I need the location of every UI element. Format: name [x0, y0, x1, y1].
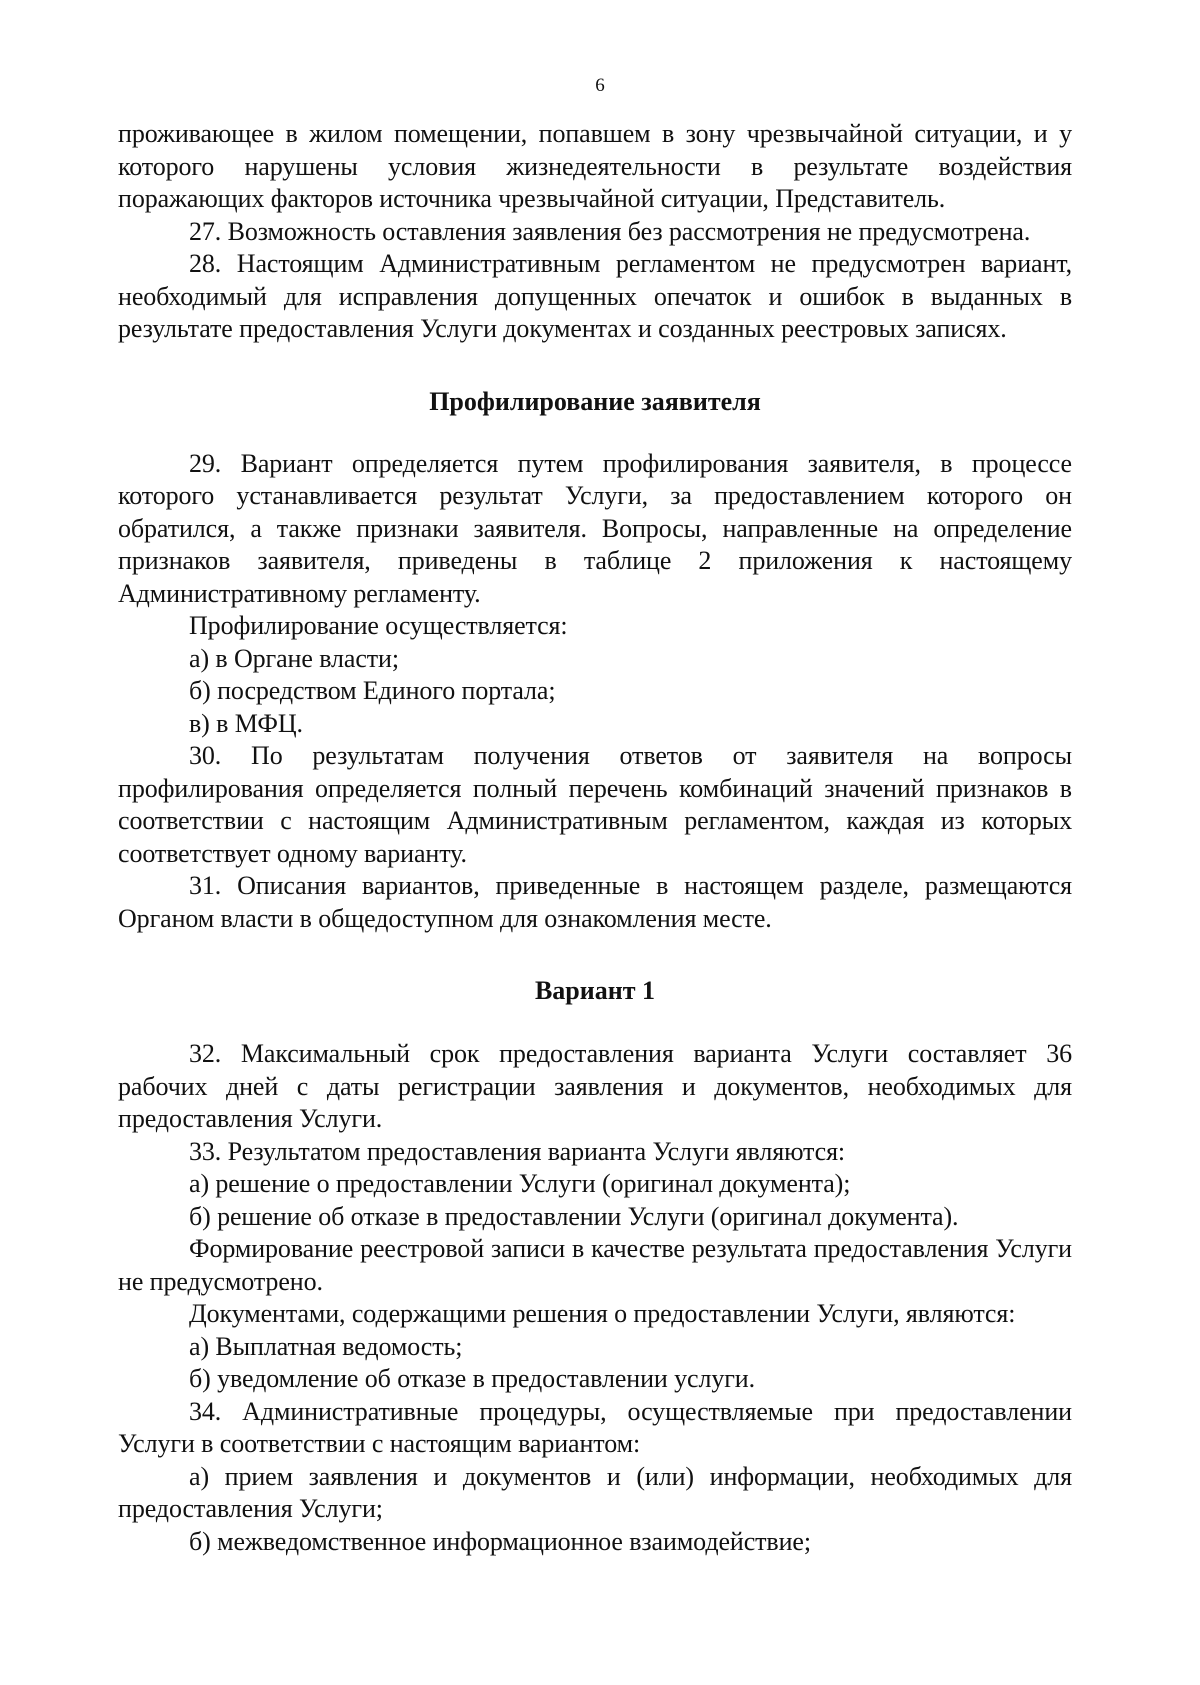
paragraph-34: 34. Административные процедуры, осуществляемые при предоставлении Услуги в соответствии с настоящим вариантом:	[118, 1396, 1072, 1458]
list-item-a: а) решение о предоставлении Услуги (оригинал документа);	[189, 1169, 851, 1198]
paragraph-profiling-intro: Профилирование осуществляется:	[189, 611, 568, 640]
paragraph-registry-record: Формирование реестровой записи в качестве результата предоставления Услуги не предусмотрено.	[118, 1234, 1072, 1296]
paragraph-29: 29. Вариант определяется путем профилирования заявителя, в процессе которого устанавливается результат Услуги, за предоставлением которого он обратился, а также признаки заявителя. Вопросы, направленные на определение признаков заявителя, приведены в таблице 2 приложения к настоящему Административному регламенту.	[118, 448, 1072, 608]
section-heading-profiling: Профилирование заявителя	[429, 386, 761, 416]
list-item-a: а) прием заявления и документов и (или) информации, необходимых для предоставления Услуги;	[118, 1461, 1072, 1523]
paragraph-32: 32. Максимальный срок предоставления варианта Услуги составляет 36 рабочих дней с даты регистрации заявления и документов, необходимых для предоставления Услуги.	[118, 1039, 1072, 1133]
list-item-b: б) уведомление об отказе в предоставлении услуги.	[189, 1364, 756, 1393]
list-item-b: б) решение об отказе в предоставлении Услуги (оригинал документа).	[189, 1201, 959, 1231]
list-item-b: б) посредством Единого портала;	[189, 676, 556, 705]
paragraph-33: 33. Результатом предоставления варианта Услуги являются:	[189, 1136, 846, 1166]
list-item-a: а) Выплатная ведомость;	[189, 1331, 463, 1361]
paragraph-31: 31. Описания вариантов, приведенные в настоящем разделе, размещаются Органом власти в общедоступном для ознакомления месте.	[118, 871, 1072, 933]
paragraph-27: 27. Возможность оставления заявления без рассмотрения не предусмотрена.	[189, 216, 1031, 246]
section-heading-variant-1: Вариант 1	[534, 976, 656, 1005]
list-item-a: а) в Органе власти;	[189, 643, 399, 673]
document-body	[118, 118, 1072, 1558]
paragraph-30: 30. По результатам получения ответов от заявителя на вопросы профилирования определяется полный перечень комбинаций значений признаков в соответствии с настоящим Административным регламентом, каждая из которых соответствует одному варианту.	[118, 741, 1072, 868]
list-item-b: б) межведомственное информационное взаимодействие;	[189, 1526, 811, 1556]
paragraph-continuation: проживающее в жилом помещении, попавшем в зону чрезвычайной ситуации, и у которого нарушены условия жизнедеятельности в результате воздействия поражающих факторов источника чрезвычайной ситуации, Представитель.	[118, 119, 1072, 213]
paragraph-28: 28. Настоящим Административным регламентом не предусмотрен вариант, необходимый для исправления допущенных опечаток и ошибок в выданных в результате предоставления Услуги документах и созданных реестровых записях.	[118, 249, 1072, 343]
page-number: 6	[595, 75, 605, 96]
list-item-c: в) в МФЦ.	[189, 708, 303, 738]
paragraph-documents-intro: Документами, содержащими решения о предоставлении Услуги, являются:	[189, 1299, 1016, 1328]
